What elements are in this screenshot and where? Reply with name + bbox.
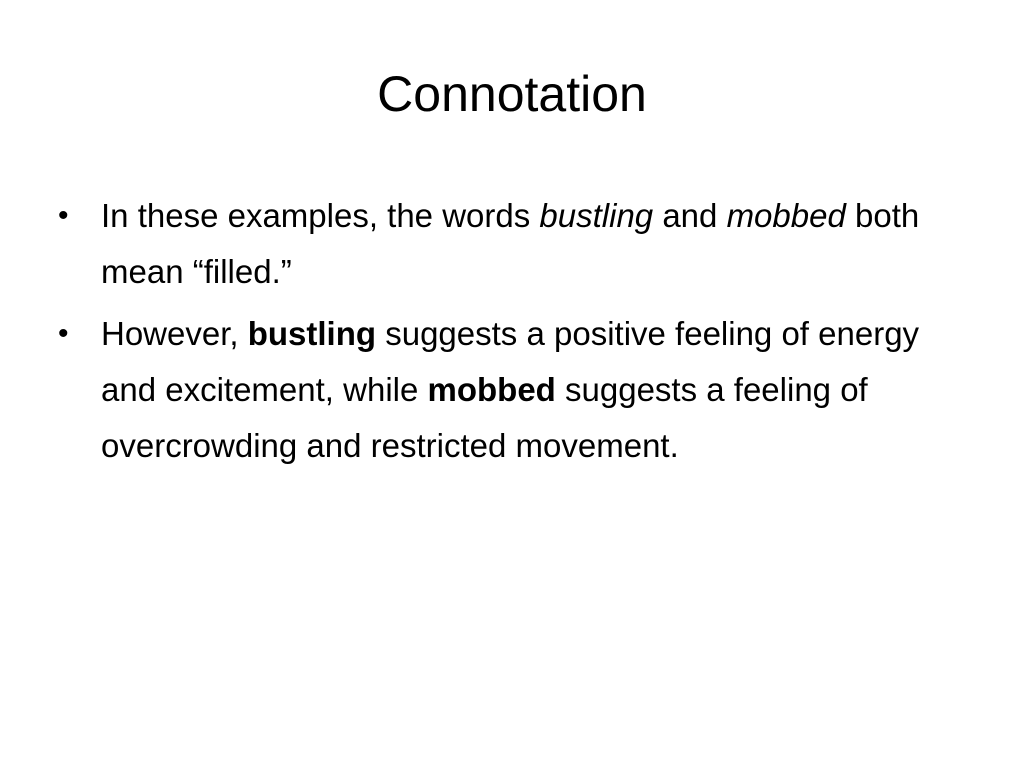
bullet-icon: • bbox=[58, 317, 69, 350]
bold-term-mobbed: mobbed bbox=[427, 371, 556, 408]
text-segment: both mean “filled.” bbox=[101, 197, 920, 290]
slide-title: Connotation bbox=[377, 66, 647, 122]
text-segment: suggests a feeling of overcrowding and restricted movement. bbox=[101, 371, 868, 464]
text-segment: and bbox=[653, 197, 727, 234]
text-segment: In these examples, the words bbox=[101, 197, 540, 234]
italic-term-mobbed: mobbed bbox=[726, 197, 846, 234]
bullet-icon: • bbox=[58, 199, 69, 232]
italic-term-bustling: bustling bbox=[539, 197, 654, 234]
bullet-list bbox=[54, 188, 954, 480]
bullet-item bbox=[54, 306, 954, 474]
bold-term-bustling: bustling bbox=[247, 315, 377, 352]
text-segment: However, bbox=[101, 315, 248, 352]
bullet-item bbox=[54, 188, 954, 300]
text-segment: suggests a positive feeling of energy and excitement, while bbox=[101, 315, 920, 408]
bullet-text bbox=[101, 315, 919, 464]
bullet-text bbox=[101, 197, 919, 290]
